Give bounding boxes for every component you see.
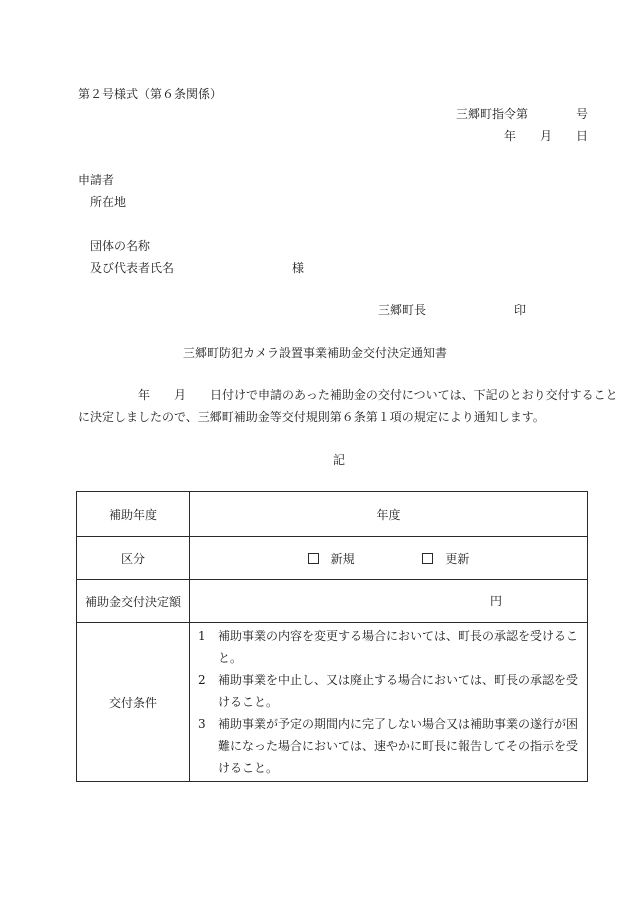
document-number: 三郷町指令第 号 [455,107,588,121]
body-line-1: 年 月 日付けで申請のあった補助金の交付については、下記のとおり交付すること [78,388,618,402]
table-row-amount [77,580,588,623]
condition-number: 2 [198,673,206,687]
condition-number: 3 [198,717,206,731]
fiscal-year-label: 補助年度 [77,492,190,537]
seal-mark: 印 [514,303,527,317]
address-label: 所在地 [90,195,127,209]
conditions-list [190,623,588,782]
conditions-label: 交付条件 [77,623,190,782]
grant-table [76,491,588,782]
condition-text: 補助事業が予定の期間内に完了しない場合又は補助事業の遂行が困難になった場合においては、速やかに町長に報告してその指示を受けること。 [218,717,579,775]
condition-item [198,625,581,669]
representative-label: 及び代表者氏名 [90,261,175,275]
table-row-category [77,537,588,580]
yen-unit: 円 [490,594,503,608]
ki-heading: 記 [332,453,345,467]
body-line-2: に決定しましたので、三郷町補助金等交付規則第６条第１項の規定により通知します。 [78,410,545,424]
honorific: 様 [292,261,305,275]
amount-label: 補助金交付決定額 [77,580,190,623]
new-checkbox[interactable] [308,553,319,564]
table-row-conditions [77,623,588,782]
form-number: 第２号様式（第６条関係） [78,87,223,101]
issue-date: 年 月 日 [503,129,588,143]
table-row-fiscal-year [77,492,588,537]
fiscal-year-value: 年度 [190,492,588,537]
category-label: 区分 [77,537,190,580]
renewal-option[interactable] [422,550,469,567]
condition-item [198,713,581,779]
issuer-title: 三郷町長 [378,303,427,317]
condition-text: 補助事業の内容を変更する場合においては、町長の承認を受けること。 [218,629,579,665]
condition-text: 補助事業を中止し、又は廃止する場合においては、町長の承認を受けること。 [218,673,579,709]
renewal-checkbox[interactable] [422,553,433,564]
renewal-option-label: 更新 [445,551,470,566]
condition-number: 1 [198,629,206,643]
body-text [78,384,618,428]
new-option-label: 新規 [330,551,355,566]
amount-value [190,580,588,623]
applicant-label: 申請者 [78,173,115,187]
new-option[interactable] [308,550,355,567]
org-name-label: 団体の名称 [90,239,151,253]
category-options [190,537,588,580]
condition-item [198,669,581,713]
document-title: 三郷町防犯カメラ設置事業補助金交付決定通知書 [182,346,447,360]
